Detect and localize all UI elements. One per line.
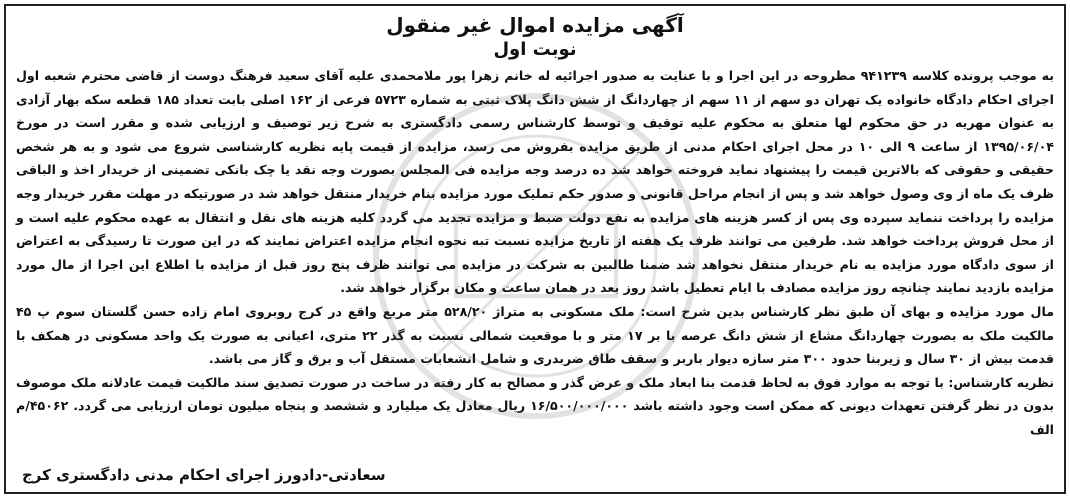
notice-signature: سعادتی-دادورز اجرای احکام مدنی دادگستری کرج [22,466,386,484]
notice-title: آگهی مزایده اموال غیر منقول [386,13,684,37]
notice-paragraph-main: به موجب پرونده کلاسه ۹۴۱۲۳۹ مطروحه در این اجرا و با عنایت به صدور اجرائیه له خانم زهرا پور ملامحمدی علیه آقای سعید فرهنگ دوست از قاضی محترم شعبه اول اجرای احکام دادگاه خانواده یک تهران دو سهم از ۱۱ سهم از چهاردانگ از شش دانگ پلاک ثبتی به شماره ۵۷۲۳ فرعی از ۱۶۲ اصلی بابت تعداد ۱۸۵ قطعه سکه بهار آزادی به عنوان مهریه در حق محکوم لها متعلق به محکوم علیه توقیف و توسط کارشناس رسمی دادگستری به شرح زیر توصیف و ارزیابی شده و مقرر است در مورخ ۱۳۹۵/۰۶/۰۴ از ساعت ۹ الی ۱۰ در محل اجرای احکام مدنی از طریق مزایده بفروش می رسد، مزایده از قیمت پایه نظریه کارشناسی شروع می شود و به هر شخص حقیقی و حقوقی که بالاترین قیمت را پیشنهاد نماید فروخته خواهد شد ده درصد وجه مزایده فی المجلس بصورت وجه نقد یا چک بانکی تضمینی از خریدار اخذ و الباقی ظرف یک ماه از وی وصول خواهد شد و پس از انجام مراحل قانونی و صدور حکم تملیک مورد مزایده بنام خریدار منتقل خواهد شد در صورتیکه در مهلت مقرر خریدار وجه مزایده را پرداخت ننماید سپرده وی پس از کسر هزینه های مزایده به نفع دولت ضبط و مزایده تجدید می گردد کلیه هزینه های نقل و انتقال به عهده محکوم علیه است و از محل فروش پرداخت خواهد شد. طرفین می توانند ظرف یک هفته از تاریخ مزایده نسبت تبه نحوه انجام مزایده اعتراض نمایند که در این صورت تا رسیدگی به اعتراض از سوی دادگاه مورد مزایده به نام خریدار منتقل نخواهد شد ضمنا طالبین به شرکت در مزایده می توانند ظرف پنج روز قبل از مزایده با اطلاع این اجرا از مال مورد مزایده بازدید نمایند چنانچه روز مزایده مصادف با ایام تعطیل باشد روز بعد در همان ساعت و مکان برگزار خواهد شد. [16,68,1055,296]
auction-notice [4,4,1066,494]
notice-paragraph-appraisal: نظریه کارشناس: با توجه به موارد فوق به لحاظ قدمت بنا ابعاد ملک و عرض گذر و مصالح به کار رفته در ساخت در صورت تصدیق سند مالکیت قیمت عادلانه ملک موصوف بدون در نظر گرفتن تعهدات دیونی که ممکن است وجود داشته باشد ۱۶/۵۰۰/۰۰۰/۰۰۰ ریال معادل یک میلیارد و ششصد و پنجاه میلیون تومان ارزیابی می گردد. ۴۵۰۶۲/م الف [16,374,1054,437]
notice-paragraph-property: مال مورد مزایده و بهای آن طبق نظر کارشناس بدین شرح است: ملک مسکونی به متراژ ۵۲۸/۲۰ متر مربع واقع در کرج روبروی امام زاده حسن گلستان سوم پ ۴۵ مالکیت ملک به بصورت چهاردانگ مشاع از شش دانگ عرصه با بر ۱۷ متر و با موقعیت شمالی نسبت به گذر ۲۲ متری، اعیانی به صورت یک واحد مسکونی در همکف با قدمت بیش از ۳۰ سال و زیربنا حدود ۳۰۰ متر سازه دیوار باربر و سقف طاق ضربدری و شامل انشعابات مستقل آب و برق و گاز می باشد. [16,303,1055,367]
notice-subtitle: نوبت اول [493,39,577,60]
